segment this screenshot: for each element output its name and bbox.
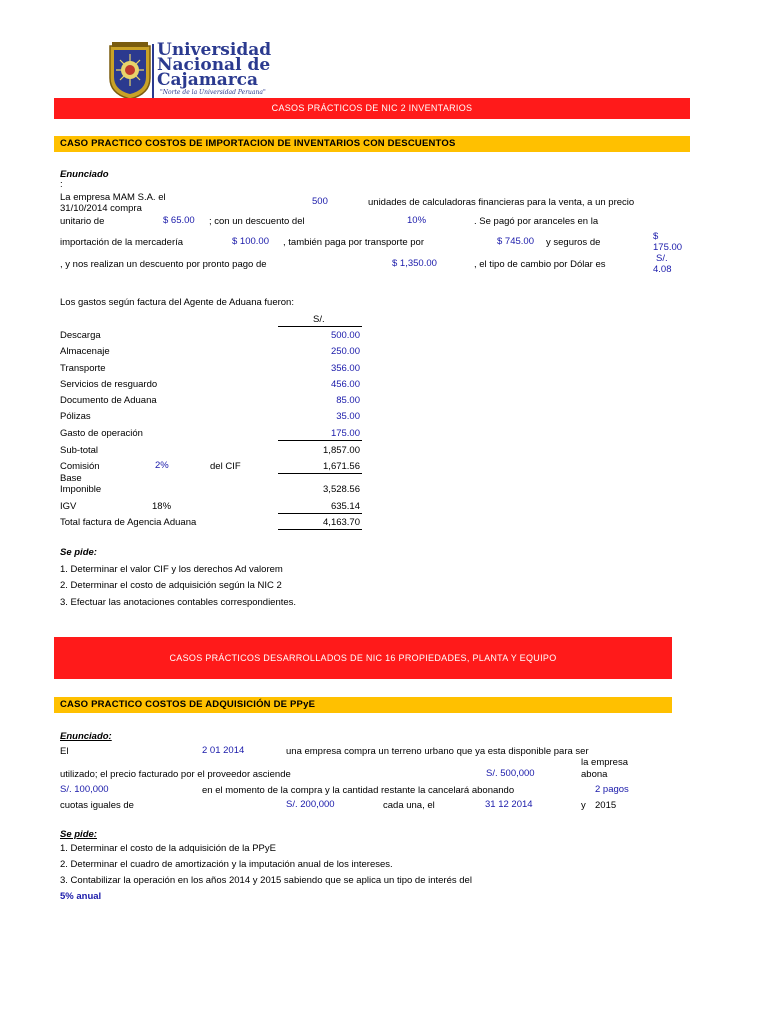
down-payment: S/. 100,000 <box>60 784 109 795</box>
statement-text: 31/10/2014 compra <box>60 203 142 214</box>
statement-text: la empresa <box>581 757 628 768</box>
statement-text: La empresa MAM S.A. el <box>60 192 166 203</box>
number-of-payments: 2 pagos <box>595 784 629 795</box>
enunciado-colon: : <box>60 179 63 190</box>
statement-text: , el tipo de cambio por Dólar es <box>474 259 606 270</box>
university-logo <box>108 42 278 102</box>
purchase-date: 2 01 2014 <box>202 745 245 756</box>
interest-rate: 5% anual <box>60 891 102 902</box>
total-rule <box>278 529 362 530</box>
nic2-case-title: CASO PRACTICO COSTOS DE IMPORTACION DE INVENTARIOS CON DESCUENTOS <box>54 136 690 152</box>
statement-text: cuotas iguales de <box>60 800 134 811</box>
question-3: 3. Efectuar las anotaciones contables correspondientes. <box>60 597 297 608</box>
insurance-currency: $ <box>653 231 659 242</box>
expense-value: 175.00 <box>330 428 360 439</box>
total-label: Total factura de Agencia Aduana <box>60 517 197 528</box>
commission-base: del CIF <box>210 461 241 472</box>
statement-text: y seguros de <box>546 237 601 248</box>
se-pide-heading: Se pide: <box>60 829 97 840</box>
expense-value: 250.00 <box>330 346 360 357</box>
statement-text: unitario de <box>60 216 105 227</box>
insurance-value: 175.00 <box>653 242 683 253</box>
statement-text: una empresa compra un terreno urbano que ya esta disponible para ser <box>286 746 589 757</box>
invoice-price: S/. 500,000 <box>486 768 535 779</box>
university-seal-icon <box>108 42 152 100</box>
commission-value: 1,671.56 <box>323 461 360 472</box>
statement-text: , también paga por transporte por <box>283 237 425 248</box>
statement-text: abona <box>581 769 608 780</box>
commission-pct: 2% <box>155 460 169 471</box>
early-payment-discount-value: $ 1,350.00 <box>392 258 437 269</box>
expense-label: Pólizas <box>60 411 91 422</box>
question-1: 1. Determinar el costo de la adquisición de la PPyE <box>60 843 276 854</box>
discount-pct-value: 10% <box>407 215 427 226</box>
installment-amount: S/. 200,000 <box>286 799 335 810</box>
expense-label: Almacenaje <box>60 346 110 357</box>
expenses-title: Los gastos según factura del Agente de Aduana fueron: <box>60 297 294 308</box>
statement-text: importación de la mercadería <box>60 237 184 248</box>
logo-line-1: Universidad <box>157 40 272 60</box>
statement-text: El <box>60 746 69 757</box>
igv-label: IGV <box>60 501 77 512</box>
statement-text: utilizado; el precio facturado por el proveedor asciende <box>60 769 291 780</box>
logo-line-3: Cajamarca <box>157 70 259 90</box>
question-1: 1. Determinar el valor CIF y los derechos Ad valorem <box>60 564 283 575</box>
statement-text: unidades de calculadoras financieras para la venta, a un precio <box>368 197 635 208</box>
transport-value: $ 745.00 <box>497 236 534 247</box>
statement-text: cada una, el <box>383 800 435 811</box>
question-3: 3. Contabilizar la operación en los años 2014 y 2015 sabiendo que se aplica un tipo de interés del <box>60 875 472 886</box>
quantity-value: 500 <box>312 196 328 207</box>
expense-value: 35.00 <box>336 411 360 422</box>
subtotal-value: 1,857.00 <box>323 445 360 456</box>
igv-value: 635.14 <box>330 501 360 512</box>
expense-value: 500.00 <box>330 330 360 341</box>
expense-label: Transporte <box>60 363 106 374</box>
expense-label: Gasto de operación <box>60 428 143 439</box>
tariff-value: $ 100.00 <box>232 236 269 247</box>
statement-text: , y nos realizan un descuento por pronto pago de <box>60 259 267 270</box>
statement-text: . Se pagó por aranceles en la <box>474 216 599 227</box>
statement-text: en el momento de la compra y la cantidad restante la cancelará abonando <box>202 785 515 796</box>
taxable-base-label: Base <box>60 473 82 484</box>
total-value: 4,163.70 <box>323 517 360 528</box>
taxable-base-label-2: Imponible <box>60 484 102 495</box>
statement-text: ; con un descuento del <box>209 216 305 227</box>
subtotal-label: Sub-total <box>60 445 99 456</box>
expense-value: 356.00 <box>330 363 360 374</box>
nic2-banner: CASOS PRÁCTICOS DE NIC 2 INVENTARIOS <box>54 98 690 119</box>
commission-rule <box>278 473 362 474</box>
logo-tagline: "Norte de la Universidad Peruana" <box>160 89 266 96</box>
currency-header: S/. <box>313 314 325 325</box>
installment-date: 31 12 2014 <box>485 799 533 810</box>
enunciado-heading: Enunciado <box>60 169 109 180</box>
nic16-banner: CASOS PRÁCTICOS DESARROLLADOS DE NIC 16 PROPIEDADES, PLANTA Y EQUIPO <box>54 637 672 679</box>
question-2: 2. Determinar el costo de adquisición según la NIC 2 <box>60 580 282 591</box>
nic16-case-title: CASO PRACTICO COSTOS DE ADQUISICIÓN DE PPyE <box>54 697 672 713</box>
second-year: 2015 <box>595 800 617 811</box>
igv-pct: 18% <box>152 501 172 512</box>
subtotal-rule <box>278 440 362 441</box>
exchange-rate-value: 4.08 <box>653 264 672 275</box>
commission-label: Comisión <box>60 461 100 472</box>
expense-label: Documento de Aduana <box>60 395 157 406</box>
exchange-rate-currency: S/. <box>656 253 668 264</box>
enunciado-heading: Enunciado: <box>60 731 112 742</box>
logo-line-2: Nacional de <box>157 55 271 75</box>
expense-value: 456.00 <box>330 379 360 390</box>
question-2: 2. Determinar el cuadro de amortización y la imputación anual de los intereses. <box>60 859 393 870</box>
expense-value: 85.00 <box>336 395 360 406</box>
expense-label: Descarga <box>60 330 101 341</box>
statement-text: y <box>581 800 586 811</box>
taxable-base-value: 3,528.56 <box>323 484 360 495</box>
se-pide-heading: Se pide: <box>60 547 97 558</box>
igv-rule <box>278 513 362 514</box>
table-top-rule <box>278 326 362 327</box>
unit-price-value: $ 65.00 <box>163 215 195 226</box>
expense-label: Servicios de resguardo <box>60 379 158 390</box>
